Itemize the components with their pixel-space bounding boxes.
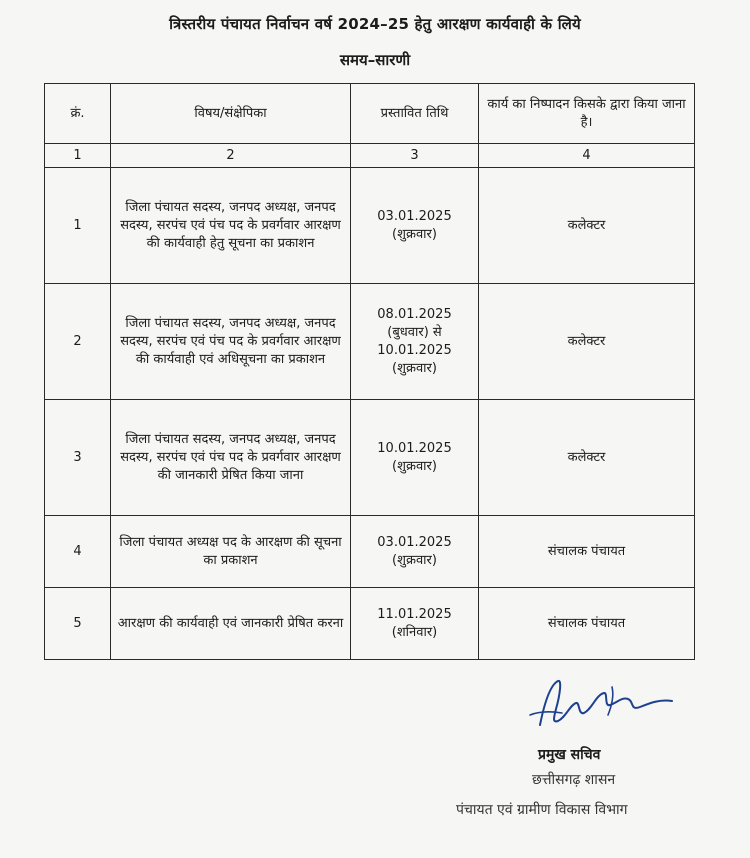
row-date: 03.01.2025	[377, 208, 452, 224]
signatory-government: छत्तीसगढ़ शासन	[532, 772, 616, 788]
header-proposed-date: प्रस्तावित तिथि	[351, 84, 479, 144]
table-row	[45, 516, 695, 588]
signatory-department: पंचायत एवं ग्रामीण विकास विभाग	[456, 802, 628, 818]
schedule-table	[44, 83, 695, 660]
column-number: 1	[45, 144, 111, 168]
row-subject: जिला पंचायत अध्यक्ष पद के आरक्षण की सूचना का प्रकाशन	[111, 516, 351, 588]
row-subject: जिला पंचायत सदस्य, जनपद अध्यक्ष, जनपद सदस्य, सरपंच एवं पंच पद के प्रवर्गवार आरक्षण की कार्यवाही हेतु सूचना का प्रकाशन	[111, 168, 351, 284]
header-executing-authority: कार्य का निष्पादन किसके द्वारा किया जाना है।	[479, 84, 695, 144]
row-serial: 2	[45, 284, 111, 400]
row-date: 03.01.2025	[377, 534, 452, 550]
row-day: (शुक्रवार)	[392, 552, 437, 568]
table-row	[45, 588, 695, 660]
row-date-cell	[351, 168, 479, 284]
row-date-cell	[351, 284, 479, 400]
row-date: 11.01.2025	[377, 606, 452, 622]
table-header-row	[45, 84, 695, 144]
row-date-cell	[351, 588, 479, 660]
table-row	[45, 400, 695, 516]
row-officer: संचालक पंचायत	[479, 516, 695, 588]
row-serial: 4	[45, 516, 111, 588]
row-officer: कलेक्टर	[479, 284, 695, 400]
row-date-cell	[351, 516, 479, 588]
row-day: (शुक्रवार)	[392, 458, 437, 474]
row-officer: कलेक्टर	[479, 400, 695, 516]
column-number: 3	[351, 144, 479, 168]
row-officer: संचालक पंचायत	[479, 588, 695, 660]
document-title: त्रिस्तरीय पंचायत निर्वाचन वर्ष 2024–25 हेतु आरक्षण कार्यवाही के लिये	[169, 15, 581, 33]
signatory-designation: प्रमुख सचिव	[538, 747, 601, 763]
row-day-end: (शुक्रवार)	[392, 360, 437, 376]
row-serial: 1	[45, 168, 111, 284]
header-serial: क्रं.	[45, 84, 111, 144]
row-date-end: 10.01.2025	[377, 342, 452, 358]
row-officer: कलेक्टर	[479, 168, 695, 284]
document-subtitle: समय–सारणी	[339, 51, 411, 69]
handwritten-signature	[500, 675, 700, 735]
row-subject: जिला पंचायत सदस्य, जनपद अध्यक्ष, जनपद सदस्य, सरपंच एवं पंच पद के प्रवर्गवार आरक्षण की कार्यवाही एवं अधिसूचना का प्रकाशन	[111, 284, 351, 400]
row-day: (शनिवार)	[391, 624, 438, 640]
row-date: 10.01.2025	[377, 440, 452, 456]
row-date: 08.01.2025	[377, 306, 452, 322]
row-subject: जिला पंचायत सदस्य, जनपद अध्यक्ष, जनपद सदस्य, सरपंच एवं पंच पद के प्रवर्गवार आरक्षण की जानकारी प्रेषित किया जाना	[111, 400, 351, 516]
row-serial: 5	[45, 588, 111, 660]
column-number: 2	[111, 144, 351, 168]
header-subject: विषय/संक्षेपिका	[111, 84, 351, 144]
table-row	[45, 168, 695, 284]
table-row	[45, 284, 695, 400]
row-day: (शुक्रवार)	[392, 226, 437, 242]
column-number-row	[45, 144, 695, 168]
row-serial: 3	[45, 400, 111, 516]
column-number: 4	[479, 144, 695, 168]
row-day: (बुधवार) से	[387, 324, 442, 340]
row-subject: आरक्षण की कार्यवाही एवं जानकारी प्रेषित करना	[111, 588, 351, 660]
row-date-cell	[351, 400, 479, 516]
